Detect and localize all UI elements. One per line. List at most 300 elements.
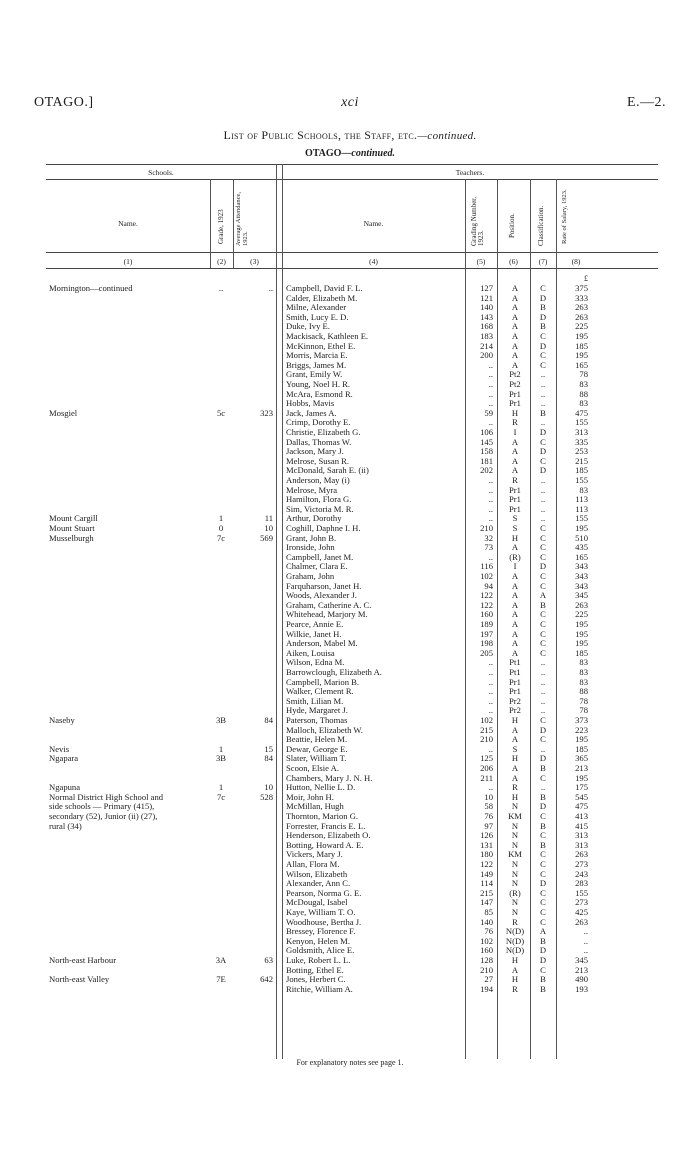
salary-cell: 243 [575,869,588,879]
teacher-name: Graham, John [286,572,335,581]
classification-cell: D [539,956,547,965]
position-cell: KM [508,812,522,821]
position-cell: KM [508,850,522,860]
teacher-name: Whitehead, Marjory M. [286,610,368,620]
classification-cell: D [539,562,547,572]
grading-number: 180 [480,850,493,860]
table-row [46,879,658,889]
table-row [46,438,658,448]
grading-number: .. [488,552,493,562]
grading-number: 181 [480,456,493,466]
table-row [46,946,658,956]
salary-cell: 185 [575,648,588,658]
position-cell: Pt1 [509,668,521,677]
classification-cell: C [540,572,546,581]
teacher-name: Campbell, David F. L. [286,284,363,293]
salary-cell: 88 [579,687,588,697]
table-row [46,553,658,563]
teacher-name: Slater, William T. [286,754,347,764]
position-cell: A [511,591,519,601]
grading-number: 85 [484,908,493,917]
table-row [46,706,658,716]
grading-number: 102 [480,936,493,946]
grading-number: 106 [480,428,493,437]
classification-cell: D [539,754,547,764]
salary-cell: 155 [575,476,588,485]
teacher-name: Botting, Ethel E. [286,965,344,975]
position-cell: Pr1 [509,504,521,514]
position-cell: A [511,341,519,351]
grading-number: .. [488,380,493,389]
salary-cell: 78 [579,706,588,716]
grading-number: 211 [480,773,493,783]
classification-cell: A [539,927,547,937]
page-number: xci [341,95,359,110]
salary-cell: 225 [575,322,588,332]
grading-number: 145 [480,437,493,447]
school-name: North-east Harbour [49,956,117,965]
table-row [46,774,658,784]
teacher-name: Chambers, Mary J. N. H. [286,773,373,783]
position-cell: Pr2 [509,706,521,716]
teacher-name: Hutton, Nellie L. D. [286,783,356,793]
position-cell: A [511,620,519,629]
grading-number: 10 [484,792,493,802]
position-cell: A [511,572,519,581]
teacher-name: Milne, Alexander [286,303,347,313]
table-row [46,466,658,476]
classification-cell: .. [540,380,546,389]
school-name: Mosgiel [49,408,78,418]
teacher-name: Woods, Alexander J. [286,591,357,601]
classification-cell: C [540,620,546,629]
table-rule-colnums [46,268,658,269]
salary-cell: 375 [575,284,588,293]
table-row [46,870,658,880]
table-row [46,658,658,668]
classification-cell: .. [540,783,546,793]
teacher-name: Pearce, Annie E. [286,620,344,629]
school-name: Mount Cargill [49,514,98,524]
group-schools: Schools. [148,168,174,177]
classification-cell: D [539,802,547,812]
classification-cell: C [540,360,546,370]
subtitle-main: OTAGO [304,148,342,159]
grading-number: .. [488,399,493,409]
salary-cell: 215 [575,456,588,466]
position-cell: N [511,831,519,841]
salary-cell: 313 [575,840,588,850]
teacher-name: Forrester, Francis E. L. [286,821,366,831]
salary-cell: 155 [575,418,588,428]
salary-cell: 193 [575,984,588,994]
teacher-name: Young, Noel H. R. [286,380,351,389]
classification-cell: .. [540,418,546,428]
group-teachers: Teachers. [455,168,485,177]
table-row [46,591,658,601]
classification-cell: C [540,850,546,860]
grading-number: 140 [480,917,493,927]
classification-cell: .. [540,658,546,668]
table-row [46,610,658,620]
teacher-name: Barrowclough, Elizabeth A. [286,668,382,677]
position-cell: A [511,351,519,361]
salary-cell: 83 [579,677,588,687]
classification-cell: D [539,428,547,437]
salary-cell: 415 [575,821,588,831]
table-row [46,985,658,995]
position-cell: A [511,447,519,457]
position-cell: Pt2 [509,370,521,380]
teacher-name: Smith, Lucy E. D. [286,312,349,322]
salary-cell: 335 [575,437,588,447]
grading-number: 160 [480,610,493,620]
position-cell: (R) [509,888,521,898]
salary-cell: 195 [575,773,588,783]
grading-number: .. [488,706,493,716]
footnote: For explanatory notes see page 1. [296,1058,404,1067]
salary-cell: 345 [575,591,588,601]
colnum-2: (2) [217,257,226,266]
classification-cell: B [540,600,546,610]
position-cell: H [511,956,519,965]
teacher-name: Grant, John B. [286,533,337,543]
school-name: rural (34) [49,821,82,831]
grading-number: 73 [484,543,493,553]
attendance-cell: .. [268,284,273,293]
salary-cell: 185 [575,341,588,351]
position-cell: H [511,533,519,543]
table-row [46,735,658,745]
col-attendance: Average Attendance, 1923. [235,191,249,246]
table-row [46,822,658,832]
classification-cell: .. [540,687,546,697]
table-rule-group [46,179,658,180]
classification-cell: .. [540,485,546,495]
colnum-4: (4) [369,257,378,266]
position-cell: R [512,984,518,994]
teacher-name: McAra, Esmond R. [286,389,353,399]
grading-number: .. [488,389,493,399]
subtitle-continued: —continued. [341,148,396,159]
table-row [46,370,658,380]
school-name: Ngapara [49,754,79,764]
title-main: List of Public Schools, the Staff, etc. [223,128,418,142]
grading-number: 160 [480,946,493,956]
salary-cell: 83 [579,485,588,495]
teacher-name: Mackisack, Kathleen E. [286,332,369,341]
grading-number: 121 [480,293,493,303]
position-cell: A [511,293,519,303]
table-row [46,399,658,409]
colnum-1: (1) [123,257,133,266]
salary-cell: 88 [579,389,588,399]
teacher-name: Ritchie, William A. [286,984,353,994]
salary-cell: 175 [575,783,588,793]
col-classification: Classification. [537,205,545,246]
teacher-name: Luke, Robert L. L. [286,956,351,965]
grading-number: .. [488,476,493,485]
classification-cell: B [540,322,546,332]
table-row [46,630,658,640]
position-cell: A [511,456,519,466]
grading-number: 125 [480,754,493,764]
salary-cell: 78 [579,696,588,706]
grading-number: .. [488,418,493,428]
col-grading: Grading Number, 1923. [470,196,485,246]
grading-number: 140 [480,303,493,313]
classification-cell: .. [540,668,546,677]
school-name: Normal District High School and [49,792,164,802]
position-cell: I [513,428,517,437]
grading-number: 128 [480,956,493,965]
col-rule-1 [210,179,211,268]
teacher-name: Bressey, Florence F. [286,927,356,937]
classification-cell: C [540,533,546,543]
classification-cell: C [540,456,546,466]
table-row [46,351,658,361]
grade-cell: 5c [216,408,226,418]
classification-cell: .. [540,696,546,706]
salary-cell: 185 [575,744,588,754]
attendance-cell: 11 [264,514,273,524]
position-cell: N(D) [505,927,525,937]
attendance-cell: 84 [264,716,273,725]
teacher-name: Wilson, Elizabeth [286,869,348,879]
salary-cell: 195 [575,524,588,533]
classification-cell: D [539,466,547,476]
attendance-cell: 569 [260,533,273,543]
classification-cell: C [540,629,546,639]
table-rule-header [46,252,658,253]
colnum-5: (5) [476,257,486,266]
colnum-7: (7) [538,257,548,266]
grading-number: .. [488,504,493,514]
grade-cell: 3A [215,956,227,965]
classification-cell: C [540,869,546,879]
table-row [46,956,658,966]
teacher-name: Grant, Emily W. [286,370,343,380]
position-cell: A [511,581,519,591]
classification-cell: C [540,812,546,821]
position-cell: Pr2 [509,696,521,706]
teacher-name: Woodhouse, Bertha J. [286,917,362,927]
position-cell: A [511,965,519,975]
position-cell: A [511,360,519,370]
position-cell: N(D) [505,936,525,946]
position-cell: N [511,802,519,812]
table-row [46,322,658,332]
position-cell: R [512,783,518,793]
salary-cell: 165 [575,552,588,562]
classification-cell: .. [540,514,546,524]
teacher-name: Arthur, Dorothy [286,514,342,524]
grading-number: 168 [480,322,493,332]
salary-cell: 490 [575,975,588,985]
school-name: side schools — Primary (415), [49,802,155,812]
salary-cell: 263 [575,312,588,322]
grading-number: .. [488,783,493,793]
grading-number: .. [488,658,493,668]
page-title [0,128,700,143]
salary-cell: 345 [575,956,588,965]
table-row [46,937,658,947]
teacher-name: Farquharson, Janet H. [286,581,362,591]
schools-table [46,164,658,1059]
currency-symbol: £ [584,274,588,283]
grading-number: 200 [480,351,493,361]
classification-cell: B [540,303,546,313]
table-row [46,447,658,457]
grading-number: 197 [480,629,493,639]
table-row [46,889,658,899]
teacher-name: McDougal, Isabel [286,898,348,908]
table-row [46,898,658,908]
teacher-name: McKinnon, Ethel E. [286,341,356,351]
classification-cell: .. [540,370,546,380]
table-row [46,841,658,851]
grade-cell: 7c [216,533,226,543]
col-grade: Grade, 1923 [217,209,225,244]
teacher-name: Pearson, Norma G. E. [286,888,362,898]
attendance-cell: 642 [260,975,273,985]
attendance-cell: 63 [264,956,273,965]
teacher-name: Kaye, William T. O. [286,908,356,917]
position-cell: A [511,648,519,658]
position-cell: S [512,514,518,524]
position-cell: S [512,524,518,533]
grading-number: 58 [484,802,493,812]
classification-cell: C [540,898,546,908]
col-rule-2 [233,179,234,268]
table-row [46,361,658,371]
grading-number: .. [488,514,493,524]
table-row [46,831,658,841]
grade-cell: .. [218,284,224,293]
salary-cell: 195 [575,332,588,341]
teacher-name: Campbell, Marion B. [286,677,360,687]
salary-cell: 343 [575,562,588,572]
table-row [46,668,658,678]
school-name: Mount Stuart [49,524,95,533]
position-cell: S [512,744,518,754]
position-cell: Pt2 [509,380,521,389]
table-row [46,409,658,419]
position-cell: A [511,332,519,341]
table-row [46,850,658,860]
grading-number: 102 [480,572,493,581]
classification-cell: C [540,581,546,591]
salary-cell: 83 [579,668,588,677]
teacher-name: Campbell, Janet M. [286,552,354,562]
position-cell: N [511,821,519,831]
table-row [46,918,658,928]
teacher-name: Beattie, Helen M. [286,735,348,745]
position-cell: N [511,879,519,889]
position-cell: A [511,284,519,293]
classification-cell: D [539,293,547,303]
salary-cell: 263 [575,303,588,313]
classification-cell: B [540,792,546,802]
position-cell: A [511,764,519,773]
salary-cell: 195 [575,620,588,629]
position-cell: H [511,754,519,764]
page-subtitle [0,148,700,159]
table-row [46,486,658,496]
salary-cell: 155 [575,888,588,898]
salary-cell: .. [583,927,588,937]
grading-number: 27 [484,975,493,985]
salary-cell: 413 [575,812,588,821]
teacher-name: Hamilton, Flora G. [286,495,352,505]
teacher-name: Melrose, Myra [286,485,338,495]
position-cell: R [512,476,518,485]
teacher-name: Wilkie, Janet H. [286,629,342,639]
classification-cell: C [540,648,546,658]
teacher-name: Ironside, John [286,543,335,553]
salary-cell: 195 [575,351,588,361]
teacher-name: Moir, John H. [286,792,334,802]
table-row [46,908,658,918]
position-cell: R [512,418,518,428]
salary-cell: 83 [579,380,588,389]
table-row [46,764,658,774]
col-position: Position. [508,213,516,238]
classification-cell: .. [540,476,546,485]
salary-cell: 313 [575,831,588,841]
salary-cell: 113 [575,495,588,505]
grading-number: 122 [480,600,493,610]
table-row [46,284,658,294]
table-row [46,783,658,793]
salary-cell: 195 [575,629,588,639]
colnum-3: (3) [250,257,259,266]
table-rule-top [46,164,658,165]
grading-number: .. [488,677,493,687]
classification-cell: .. [540,677,546,687]
table-row [46,802,658,812]
classification-cell: .. [540,495,546,505]
salary-cell: 425 [575,908,588,917]
table-row [46,697,658,707]
position-cell: N [511,840,519,850]
table-row [46,572,658,582]
classification-cell: C [540,437,546,447]
attendance-cell: 323 [260,408,273,418]
salary-cell: 113 [575,504,588,514]
salary-cell: 83 [579,399,588,409]
salary-cell: 253 [575,447,588,457]
table-row [46,793,658,803]
salary-cell: 263 [575,917,588,927]
table-row [46,716,658,726]
salary-cell: 365 [575,754,588,764]
grading-number: .. [488,744,493,754]
table-row [46,812,658,822]
grading-number: 102 [480,716,493,725]
position-cell: H [511,975,519,985]
salary-cell: 185 [575,466,588,476]
salary-cell: 475 [575,802,588,812]
table-row [46,601,658,611]
grading-number: 210 [480,524,493,533]
classification-cell: .. [540,399,546,409]
salary-cell: 263 [575,600,588,610]
classification-cell: B [540,408,546,418]
grade-cell: 0 [218,524,224,533]
position-cell: A [511,600,519,610]
table-row [46,745,658,755]
